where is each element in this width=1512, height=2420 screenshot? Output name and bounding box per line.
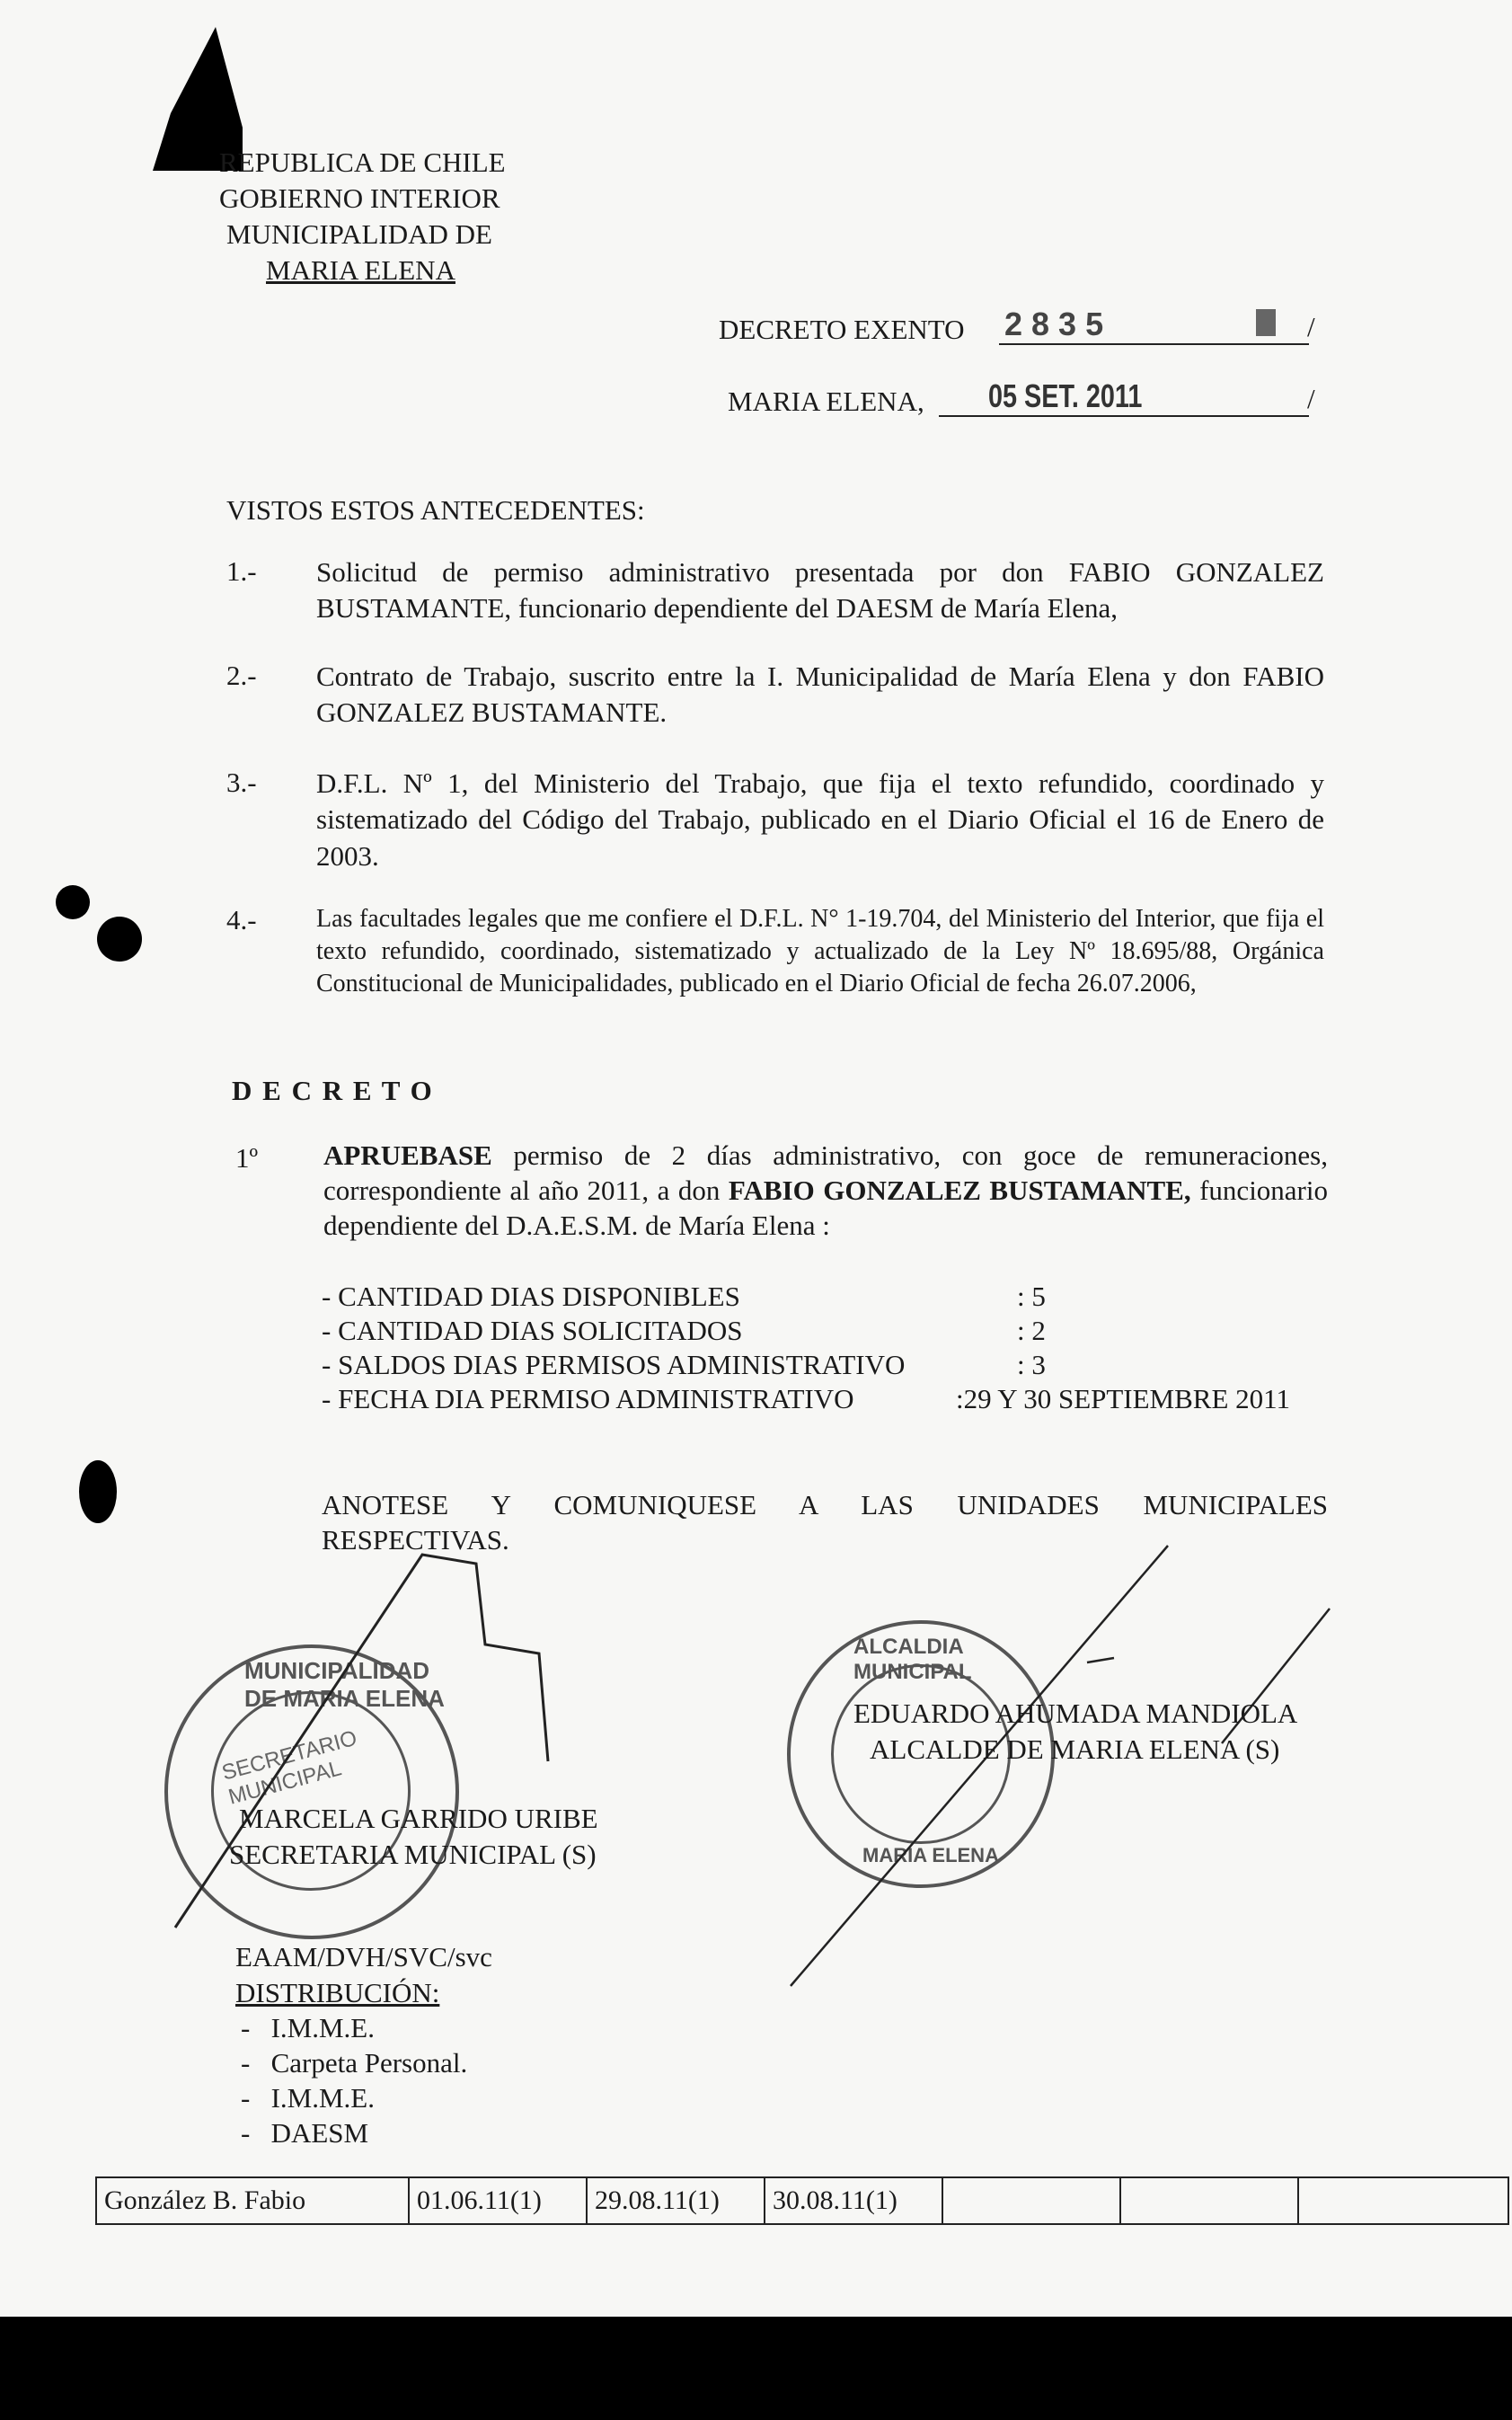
item-text: Las facultades legales que me confiere el D.F.L. N° 1-19.704, del Ministerio del Interior, que fija el texto refundido, coordinado, sistematizado y actualizado de la Ley Nº 18.695/88, Orgánica Constitucional de Municipalidades, publicado en el Diario Oficial de fecha 26.07.2006, — [316, 905, 1324, 997]
decree-number: 2835 — [1004, 306, 1113, 342]
list-item: - DAESM — [241, 2117, 369, 2149]
item-text: D.F.L. Nº 1, del Ministerio del Trabajo, que fija el texto refundido, coordinado y sistematizado del Código del Trabajo, publicado en el Diario Oficial el 16 de Enero de 2003. — [316, 767, 1324, 872]
slash-mark: / — [1307, 311, 1315, 342]
left-signer-title: SECRETARIA MUNICIPAL (S) — [229, 1839, 597, 1870]
item-number: 3.- — [226, 767, 257, 798]
right-signer-name: EDUARDO AHUMADA MANDIOLA — [853, 1698, 1298, 1729]
distribution-title: DISTRIBUCIÓN: — [235, 1977, 440, 2008]
article-bold: FABIO GONZALEZ BUSTAMANTE, — [728, 1174, 1191, 1206]
table-cell: 01.06.11(1) — [409, 2177, 587, 2224]
header-line: MUNICIPALIDAD DE — [226, 218, 492, 250]
decree-date: 05 SET. 2011 — [988, 377, 1143, 414]
summary-value: :29 Y 30 SEPTIEMBRE 2011 — [956, 1383, 1291, 1414]
punch-hole — [97, 917, 142, 962]
punch-hole — [56, 885, 90, 919]
item-text: Solicitud de permiso administrativo presentada por don FABIO GONZALEZ BUSTAMANTE, funcionario dependiente del DAESM de María Elena, — [316, 556, 1324, 625]
permit-history-table — [95, 2176, 1509, 2225]
list-item: - Carpeta Personal. — [241, 2047, 468, 2079]
summary-label: - FECHA DIA PERMISO ADMINISTRATIVO — [322, 1383, 854, 1414]
header-line: GOBIERNO INTERIOR — [219, 182, 500, 214]
item-number: 1.- — [226, 555, 257, 587]
scan-border — [0, 2317, 1512, 2420]
article-number: 1º — [235, 1142, 259, 1174]
seal-bottom-text: MARIA ELENA — [862, 1844, 999, 1866]
table-row — [96, 2177, 1508, 2224]
left-signer-name: MARCELA GARRIDO URIBE — [239, 1803, 598, 1834]
summary-value: : 5 — [1017, 1281, 1046, 1312]
item-number: 2.- — [226, 660, 257, 691]
table-cell: 30.08.11(1) — [765, 2177, 942, 2224]
seal-ring-text: MUNICIPALIDAD DE MARIA ELENA — [244, 1657, 445, 1712]
right-signer-title: ALCALDE DE MARIA ELENA (S) — [870, 1733, 1280, 1765]
article-bold: APRUEBASE — [323, 1139, 492, 1171]
place-label: MARIA ELENA, — [728, 386, 924, 417]
closing-text: ANOTESE Y COMUNIQUESE A LAS UNIDADES MUNICIPALES RESPECTIVAS. — [322, 1489, 1328, 1556]
list-item: - I.M.M.E. — [241, 2082, 375, 2114]
table-cell — [942, 2177, 1120, 2224]
summary-value: : 2 — [1017, 1315, 1046, 1346]
item-number: 4.- — [226, 904, 257, 935]
table-cell: 29.08.11(1) — [587, 2177, 765, 2224]
article-part: funcionario dependiente del D.A.E.S.M. de María Elena : — [323, 1174, 1328, 1241]
header-city: MARIA ELENA — [266, 254, 455, 286]
article-part: permiso de 2 días administrativo, con goce de remuneraciones, correspondiente al año 2011, a don — [323, 1139, 1328, 1206]
vistos-title: VISTOS ESTOS ANTECEDENTES: — [226, 494, 645, 526]
distribution-list — [241, 2010, 467, 2150]
slash-mark: / — [1307, 383, 1315, 414]
table-cell — [1298, 2177, 1508, 2224]
summary-label: - CANTIDAD DIAS SOLICITADOS — [322, 1315, 743, 1346]
seal-ring-text: ALCALDIA MUNICIPAL — [853, 1635, 972, 1684]
decreto-title: D E C R E T O — [232, 1075, 434, 1106]
header-line: REPUBLICA DE CHILE — [219, 146, 506, 178]
table-cell: González B. Fabio — [96, 2177, 409, 2224]
seal-center-text: SECRETARIO MUNICIPAL — [219, 1725, 360, 1810]
item-text: Contrato de Trabajo, suscrito entre la I. Municipalidad de María Elena y don FABIO GONZALEZ BUSTAMANTE. — [316, 660, 1324, 729]
list-item: - I.M.M.E. — [241, 2012, 375, 2043]
table-cell — [1120, 2177, 1298, 2224]
punch-hole — [79, 1460, 117, 1523]
initials: EAAM/DVH/SVC/svc — [235, 1941, 492, 1972]
summary-value: : 3 — [1017, 1349, 1046, 1380]
summary-label: - SALDOS DIAS PERMISOS ADMINISTRATIVO — [322, 1349, 906, 1380]
summary-label: - CANTIDAD DIAS DISPONIBLES — [322, 1281, 740, 1312]
decree-label: DECRETO EXENTO — [719, 314, 965, 345]
